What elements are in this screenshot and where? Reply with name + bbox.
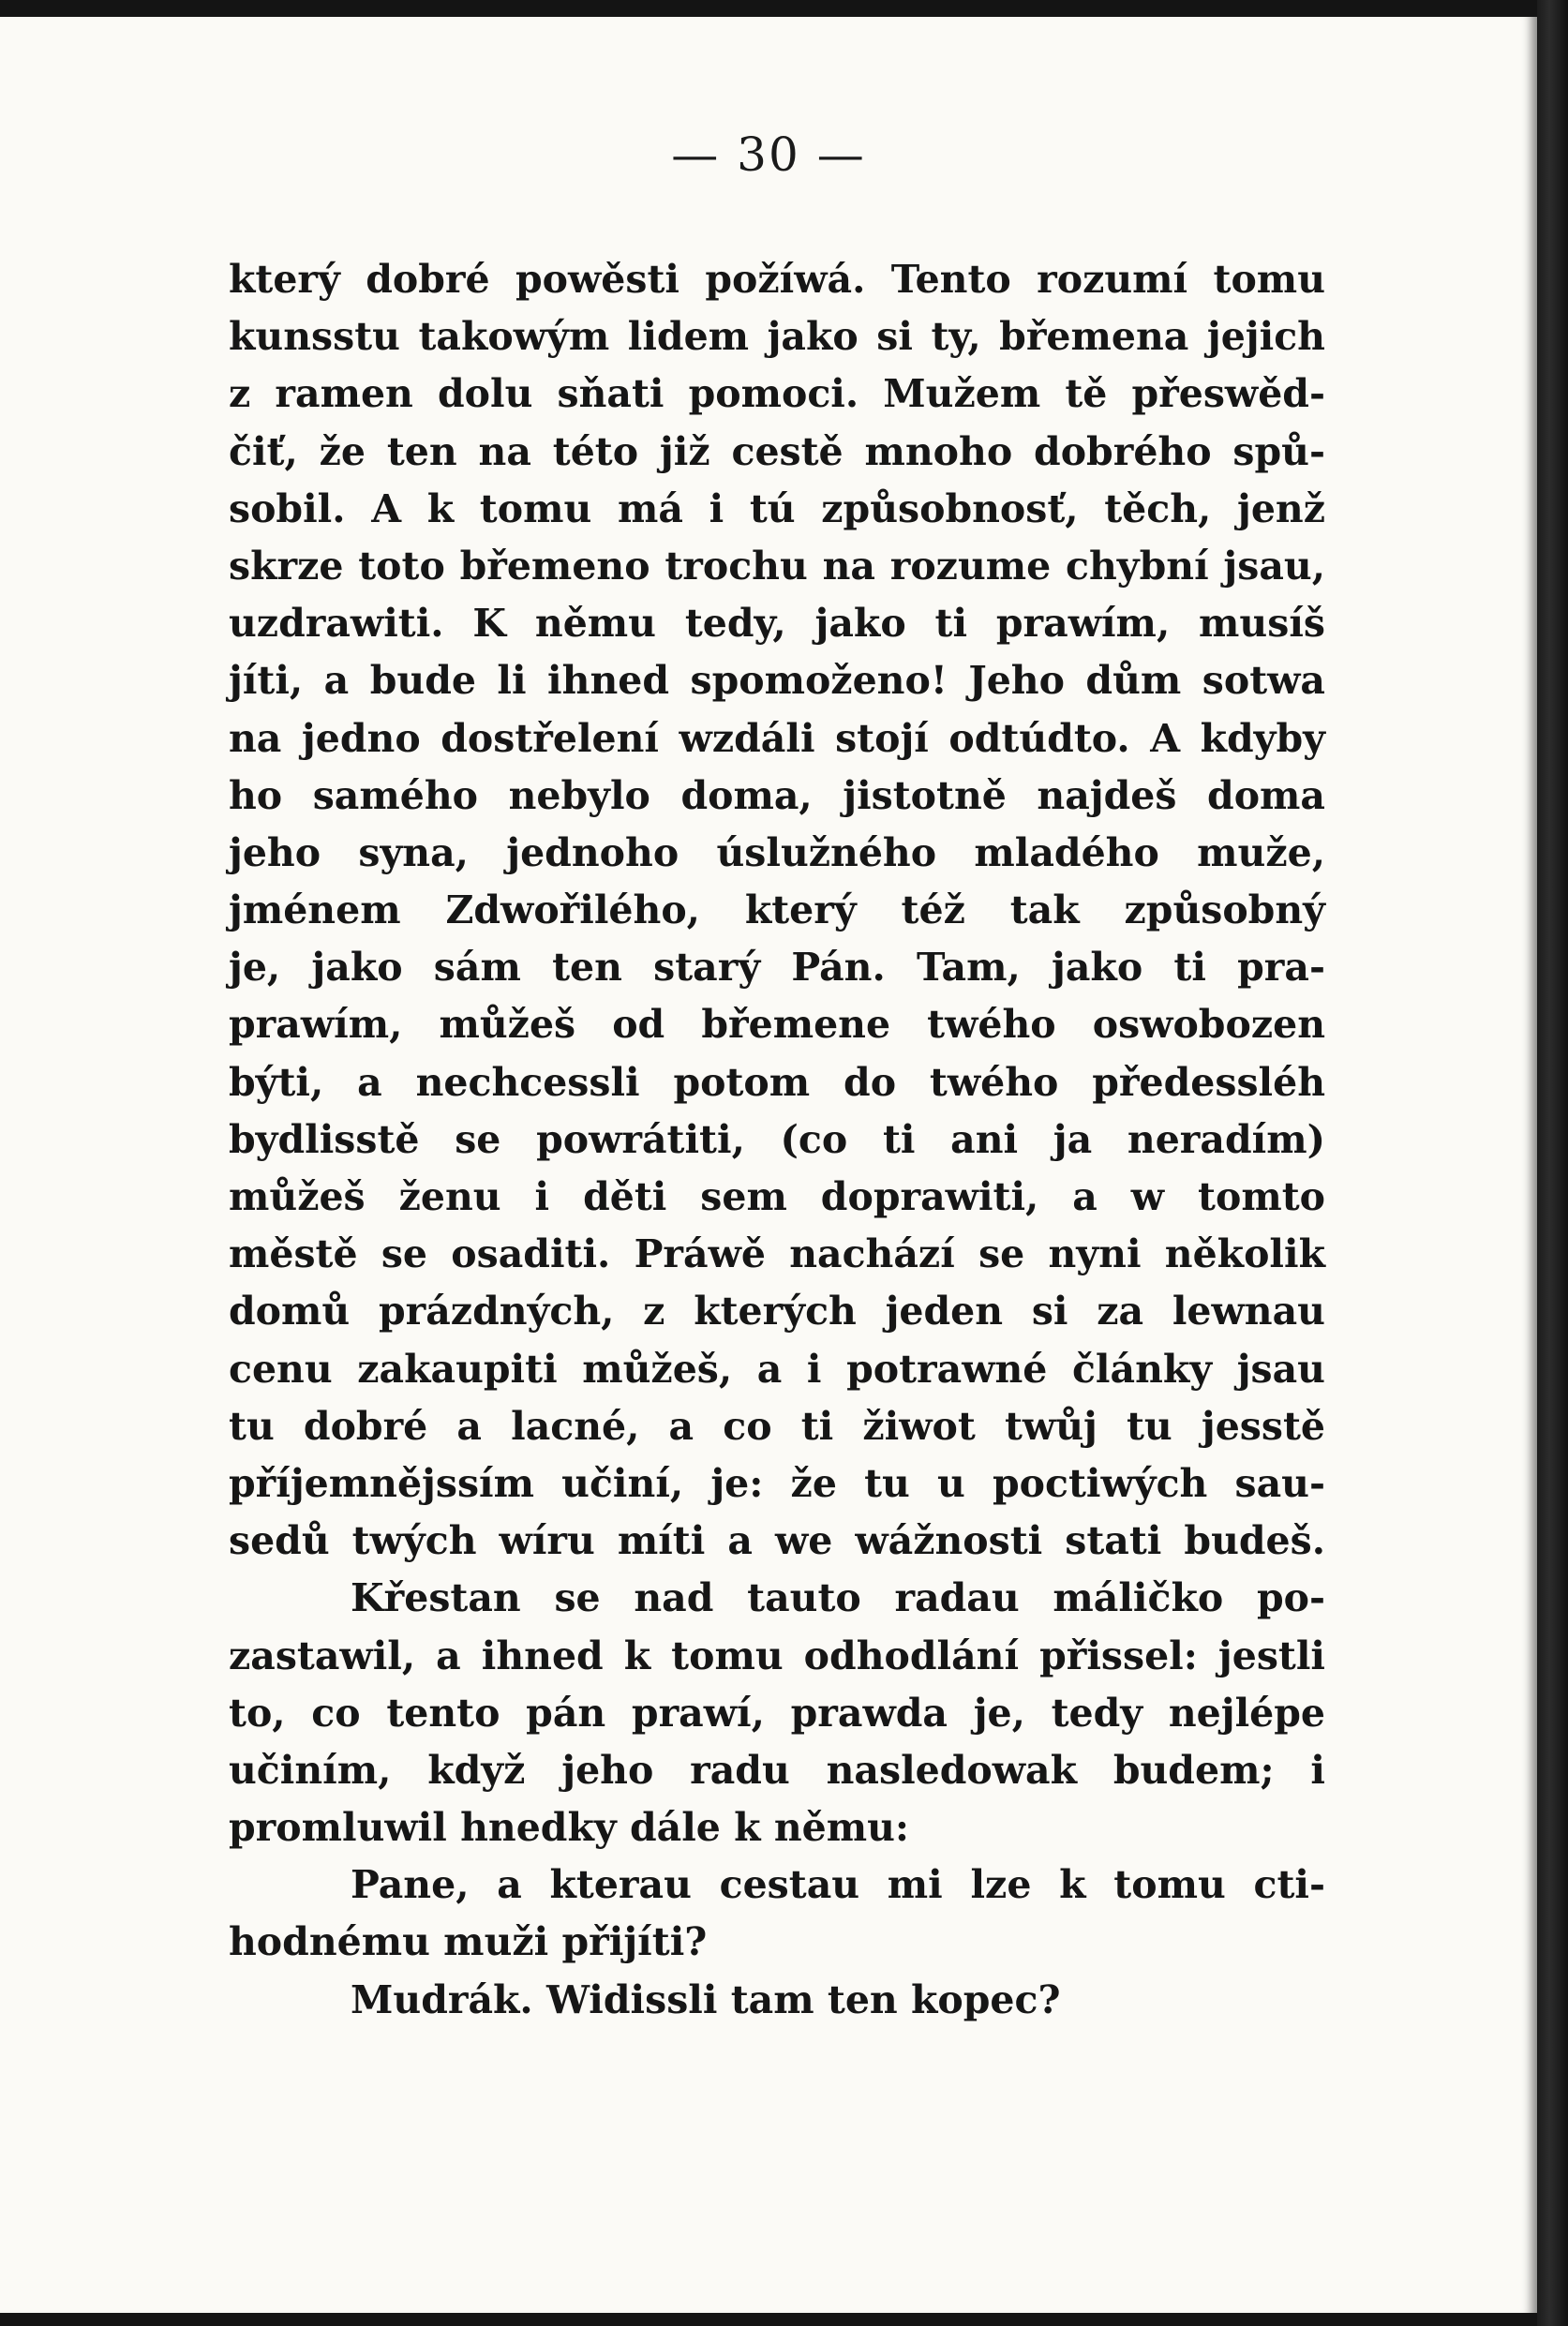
text-line: můžeš ženu i děti sem doprawiti, a w tomto <box>229 1174 1325 1219</box>
text-line: býti, a nechcessli potom do twého předessléh <box>229 1059 1325 1105</box>
text-line: je, jako sám ten starý Pán. Tam, jako ti pra- <box>229 945 1325 991</box>
text-line: jeho syna, jednoho úslužného mladého muže, <box>229 829 1325 875</box>
page-number: — 30 — <box>671 127 866 182</box>
text-line: kunsstu takowým lidem jako si ty, břemena jejich <box>229 314 1325 360</box>
text-line: bydlisstě se powrátiti, (co ti ani ja neradím) <box>229 1116 1325 1162</box>
text-line: učiním, když jeho radu nasledowak budem; i <box>229 1747 1325 1793</box>
text-line: skrze toto břemeno trochu na rozume chybní jsau, <box>229 543 1325 589</box>
text-line: ho samého nebylo doma, jistotně najdeš doma <box>229 772 1325 818</box>
text-line: domů prázdných, z kterých jeden si za lewnau <box>229 1289 1325 1334</box>
text-line-paragraph-end: promluwil hnedky dále k němu: <box>229 1805 910 1851</box>
text-line-paragraph-start: Křestan se nad tauto radau máličko po- <box>351 1575 1325 1621</box>
text-line: sobil. A k tomu má i tú způsobnosť, těch, jenž <box>229 485 1325 531</box>
scan-edge-shadow <box>1537 0 1568 2326</box>
text-line: zastawil, a ihned k tomu odhodlání přissel: jestli <box>229 1633 1325 1678</box>
text-line: na jedno dostřelení wzdáli stojí odtúdto. A kdyby <box>229 715 1325 761</box>
text-line: prawím, můžeš od břemene twého oswobozen <box>229 1002 1325 1048</box>
text-line: z ramen dolu sňati pomoci. Mužem tě přeswěd- <box>229 371 1325 417</box>
text-line-paragraph-start: Pane, a kterau cestau mi lze k tomu cti- <box>351 1862 1325 1908</box>
body-text <box>229 251 1325 2029</box>
text-line: jménem Zdwořilého, který též tak způsobný <box>229 887 1325 933</box>
text-line: čiť, že ten na této již cestě mnoho dobrého spů- <box>229 428 1325 474</box>
text-line: to, co tento pán prawí, prawda je, tedy nejlépe <box>229 1690 1325 1736</box>
text-line: příjemnějssím učiní, je: že tu u poctiwých sau- <box>229 1460 1325 1506</box>
book-page <box>0 17 1537 2313</box>
text-line: tu dobré a lacné, a co ti žiwot twůj tu jesstě <box>229 1403 1325 1449</box>
text-line-dialogue: Mudrák. Widissli tam ten kopec? <box>351 1976 1061 2022</box>
text-line: sedů twých wíru míti a we wážnosti stati budeš. <box>229 1518 1325 1564</box>
text-line: uzdrawiti. K němu tedy, jako ti prawím, musíš <box>229 601 1325 647</box>
text-line: který dobré powěsti požíwá. Tento rozumí tomu <box>229 257 1325 302</box>
text-line-paragraph-end: hodnému muži přijíti? <box>229 1919 708 1965</box>
text-line: městě se osaditi. Práwě nachází se nyni několik <box>229 1231 1325 1277</box>
text-line: jíti, a bude li ihned spomoženo! Jeho dům sotwa <box>229 658 1325 704</box>
text-line: cenu zakaupiti můžeš, a i potrawné články jsau <box>229 1346 1325 1392</box>
